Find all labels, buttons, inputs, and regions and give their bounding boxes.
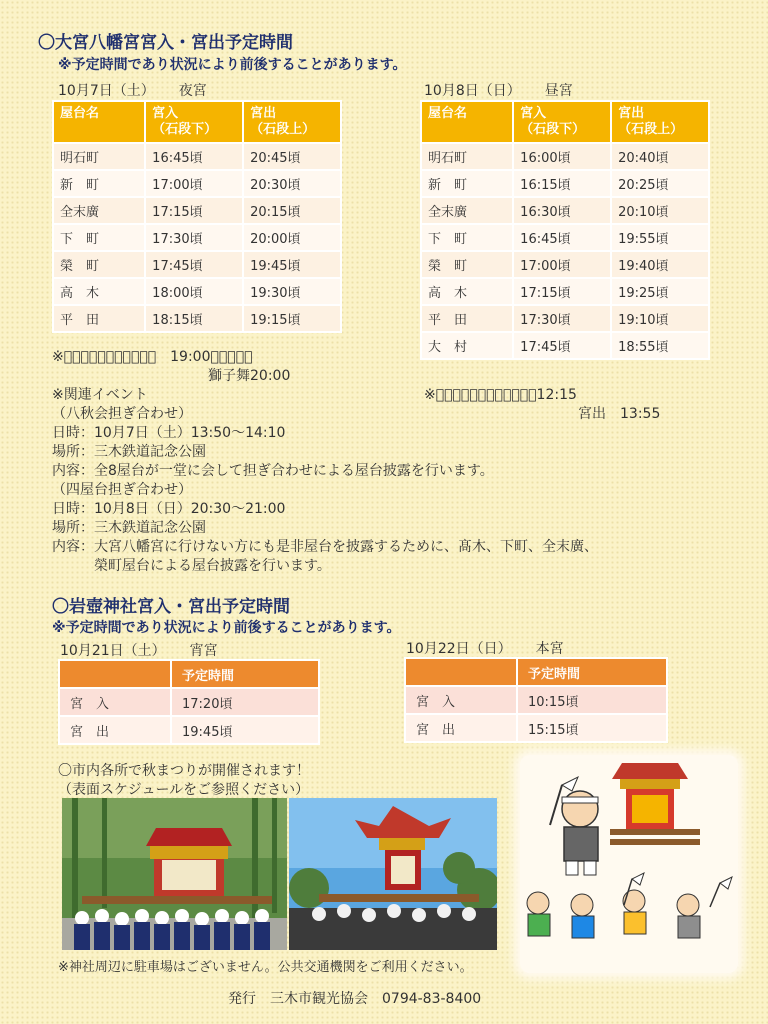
float-name: 大 村 (421, 332, 513, 359)
time-cell: 10:15頃 (517, 686, 667, 714)
event-name: 宮 出 (59, 716, 171, 744)
float-name: 平 田 (421, 305, 513, 332)
event-line: （八秋会担ぎ合わせ） (52, 406, 192, 422)
table-header-blank (405, 658, 517, 686)
table-row (421, 278, 709, 305)
float-name: 高 木 (421, 278, 513, 305)
float-name: 平 田 (53, 305, 145, 332)
time-cell: 20:45頃 (243, 143, 341, 170)
time-cell: 17:00頃 (145, 170, 243, 197)
float-name: 全末廣 (53, 197, 145, 224)
table-header: 宮出 （石段上） (611, 101, 709, 143)
table-row (421, 305, 709, 332)
s2-day2-label (406, 638, 564, 658)
section2-title: 〇岩壺神社宮入・宮出予定時間 (52, 597, 290, 617)
float-name: 下 町 (421, 224, 513, 251)
time-cell: 16:45頃 (145, 143, 243, 170)
event-line: 内容：全8屋台が一堂に会して担ぎ合わせによる屋台披露を行います。 (52, 463, 494, 479)
time-cell: 17:45頃 (145, 251, 243, 278)
table-row (53, 278, 341, 305)
table-row (59, 688, 319, 716)
footer-publisher: 発行 三木市観光協会 0794-83-8400 (228, 991, 482, 1007)
event-line: 場所：三木鉄道記念公園 (52, 444, 206, 460)
table-header: 予定時間 (517, 658, 667, 686)
table-header: 予定時間 (171, 660, 319, 688)
table-row (421, 170, 709, 197)
schedule-table-s2-day2 (404, 657, 668, 743)
float-name: 下 町 (53, 224, 145, 251)
time-cell: 16:30頃 (513, 197, 611, 224)
time-cell: 19:30頃 (243, 278, 341, 305)
event-line: （四屋台担ぎ合わせ） (52, 482, 192, 498)
time-cell: 17:45頃 (513, 332, 611, 359)
event-line: 内容：大宮八幡宮に行けない方にも是非屋台を披露するために、髙木、下町、全末廣、 (52, 539, 598, 555)
time-cell: 20:10頃 (611, 197, 709, 224)
related-events (52, 386, 598, 576)
time-cell: 18:15頃 (145, 305, 243, 332)
event-line: ※関連イベント (52, 387, 148, 403)
event-line: 榮町屋台による屋台披露を行います。 (52, 558, 331, 574)
table-row (53, 170, 341, 197)
table-row (421, 224, 709, 251)
time-cell: 16:45頃 (513, 224, 611, 251)
day1-note-line2: 獅子舞20:00 (208, 368, 291, 384)
float-name: 榮 町 (53, 251, 145, 278)
float-name: 新 町 (53, 170, 145, 197)
day1-kind: 夜宮 (178, 83, 207, 99)
time-cell: 18:55頃 (611, 332, 709, 359)
day2-note-line1: ※𫝂御門神社（大村）獅子舞12:15 (424, 387, 577, 403)
event-name: 宮 入 (59, 688, 171, 716)
float-name: 全末廣 (421, 197, 513, 224)
table-header: 屋台名 (53, 101, 145, 143)
time-cell: 16:15頃 (513, 170, 611, 197)
day1-label (58, 80, 207, 100)
s2-day2-kind: 本宮 (535, 641, 564, 657)
time-cell: 16:00頃 (513, 143, 611, 170)
time-cell: 20:25頃 (611, 170, 709, 197)
table-header: 宮出 （石段上） (243, 101, 341, 143)
festival-illustration (520, 755, 738, 973)
s2-day1-date: 10月21日（土） (60, 643, 166, 659)
section1-title: 〇大宮八幡宮宮入・宮出予定時間 (38, 33, 293, 53)
time-cell: 19:25頃 (611, 278, 709, 305)
event-name: 宮 入 (405, 686, 517, 714)
section2-notice: ※予定時間であり状況により前後することがあります。 (52, 620, 401, 636)
parking-note: ※神社周辺に駐車場はございません。公共交通機関をご利用ください。 (58, 960, 473, 975)
float-name: 明石町 (53, 143, 145, 170)
day2-label (424, 80, 573, 100)
time-cell: 19:10頃 (611, 305, 709, 332)
table-row (405, 686, 667, 714)
event-line: 日時：10月8日（日）20:30～21:00 (52, 501, 286, 517)
float-name: 高 木 (53, 278, 145, 305)
day2-note-line2: 宮出 13:55 (578, 406, 661, 422)
time-cell: 19:40頃 (611, 251, 709, 278)
schedule-table-day2 (420, 100, 710, 360)
table-row (421, 251, 709, 278)
time-cell: 15:15頃 (517, 714, 667, 742)
day2-date: 10月8日（日） (424, 83, 521, 99)
float-name: 新 町 (421, 170, 513, 197)
float-name: 明石町 (421, 143, 513, 170)
festival-photo-1 (62, 798, 287, 950)
s2-day1-kind: 宵宮 (189, 643, 218, 659)
autumn-line2: （表面スケジュールをご参照ください） (58, 782, 310, 798)
time-cell: 17:20頃 (171, 688, 319, 716)
section1-notice: ※予定時間であり状況により前後することがあります。 (58, 57, 407, 73)
table-row (53, 197, 341, 224)
table-row (53, 143, 341, 170)
time-cell: 19:45頃 (171, 716, 319, 744)
festival-photo-2 (289, 798, 497, 950)
table-row (53, 305, 341, 332)
time-cell: 17:30頃 (145, 224, 243, 251)
time-cell: 19:15頃 (243, 305, 341, 332)
time-cell: 20:40頃 (611, 143, 709, 170)
time-cell: 20:30頃 (243, 170, 341, 197)
event-line: 日時：10月7日（土）13:50～14:10 (52, 425, 286, 441)
time-cell: 17:30頃 (513, 305, 611, 332)
time-cell: 20:15頃 (243, 197, 341, 224)
time-cell: 17:15頃 (145, 197, 243, 224)
table-row (53, 251, 341, 278)
table-row (421, 143, 709, 170)
schedule-table-day1 (52, 100, 342, 333)
time-cell: 19:45頃 (243, 251, 341, 278)
table-header-blank (59, 660, 171, 688)
time-cell: 19:55頃 (611, 224, 709, 251)
table-header: 屋台名 (421, 101, 513, 143)
table-row (53, 224, 341, 251)
s2-day2-date: 10月22日（日） (406, 641, 512, 657)
event-line: 場所：三木鉄道記念公園 (52, 520, 206, 536)
table-row (421, 197, 709, 224)
event-name: 宮 出 (405, 714, 517, 742)
table-row (59, 716, 319, 744)
float-name: 榮 町 (421, 251, 513, 278)
table-header: 宮入 （石段下） (513, 101, 611, 143)
day1-note-line1: ※𫝂御門神社（大村）宮入 19:00（薬師堂） (52, 349, 253, 365)
day1-date: 10月7日（土） (58, 83, 155, 99)
table-header: 宮入 （石段下） (145, 101, 243, 143)
time-cell: 18:00頃 (145, 278, 243, 305)
time-cell: 17:00頃 (513, 251, 611, 278)
s2-day1-label (60, 640, 218, 660)
table-row (421, 332, 709, 359)
autumn-line1: 〇市内各所で秋まつりが開催されます！ (58, 763, 310, 779)
time-cell: 20:00頃 (243, 224, 341, 251)
time-cell: 17:15頃 (513, 278, 611, 305)
schedule-table-s2-day1 (58, 659, 320, 745)
day2-kind: 昼宮 (544, 83, 573, 99)
table-row (405, 714, 667, 742)
